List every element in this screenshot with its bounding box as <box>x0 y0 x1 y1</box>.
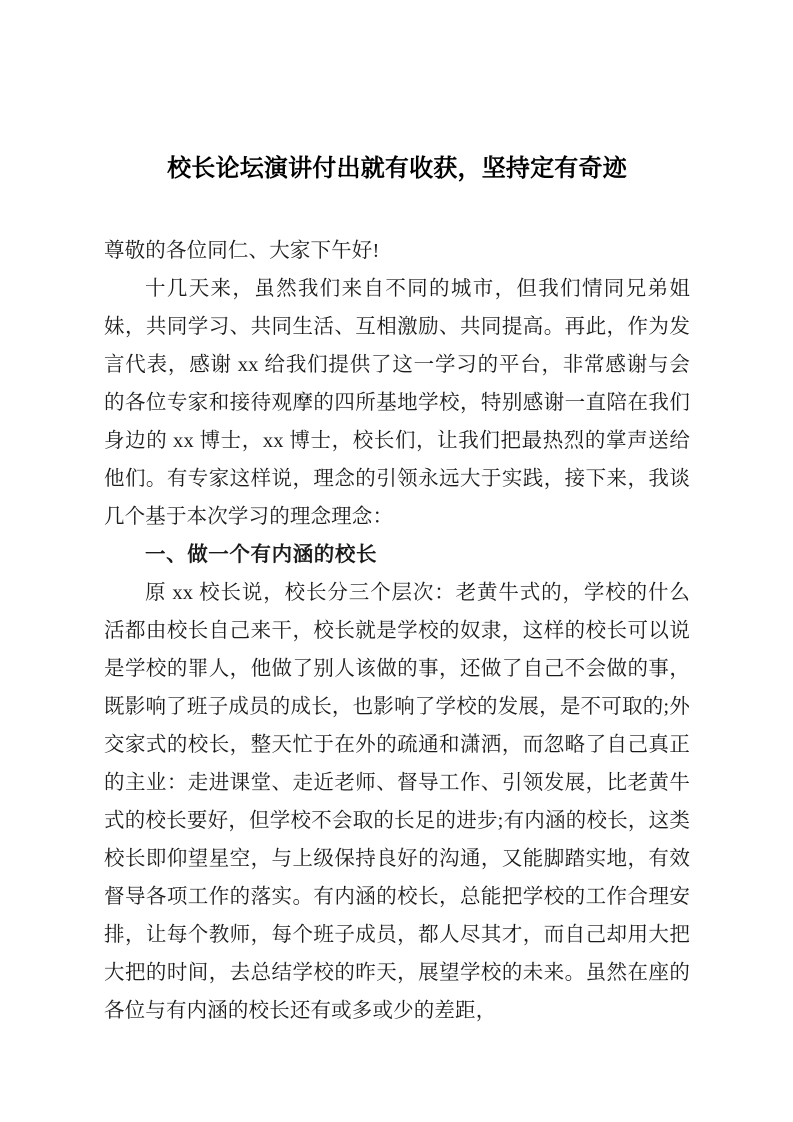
body-paragraph-2: 原 xx 校长说，校长分三个层次：老黄牛式的，学校的什么活都由校长自己来干，校长就是学校的奴隶，这样的校长可以说是学校的罪人，他做了别人该做的事，还做了自己不会做的事，既影响了班子成员的成长，也影响了学校的发展，是不可取的;外交家式的校长，整天忙于在外的疏通和潇洒，而忽略了自己真正的主业：走进课堂、走近老师、督导工作、引领发展，比老黄牛式的校长要好，但学校不会取的长足的进步;有内涵的校长，这类校长即仰望星空，与上级保持良好的沟通，又能脚踏实地，有效督导各项工作的落实。有内涵的校长，总能把学校的工作合理安排，让每个教师，每个班子成员，都人尽其才，而自己却用大把大把的时间，去总结学校的昨天，展望学校的未来。虽然在座的各位与有内涵的校长还有或多或少的差距， <box>104 582 690 1022</box>
section-heading-1: 一、做一个有内涵的校长 <box>145 544 378 566</box>
document-text-column <box>104 0 690 1030</box>
page-title: 校长论坛演讲付出就有收获，坚持定有奇迹 <box>167 156 627 182</box>
body-paragraph-1: 十几天来，虽然我们来自不同的城市，但我们情同兄弟姐妹，共同学习、共同生活、互相激励、共同提高。再此，作为发言代表，感谢 xx 给我们提供了这一学习的平台，非常感谢与会的各位专家和接待观摩的四所基地学校，特别感谢一直陪在我们身边的 xx 博士，xx 博士，校长们，让我们把最热烈的掌声送给他们。有专家这样说，理念的引领永远大于实践，接下来，我谈几个基于本次学习的理念理念： <box>104 278 690 528</box>
salutation-paragraph: 尊敬的各位同仁、大家下午好! <box>104 240 380 262</box>
title-spacer <box>104 186 690 232</box>
